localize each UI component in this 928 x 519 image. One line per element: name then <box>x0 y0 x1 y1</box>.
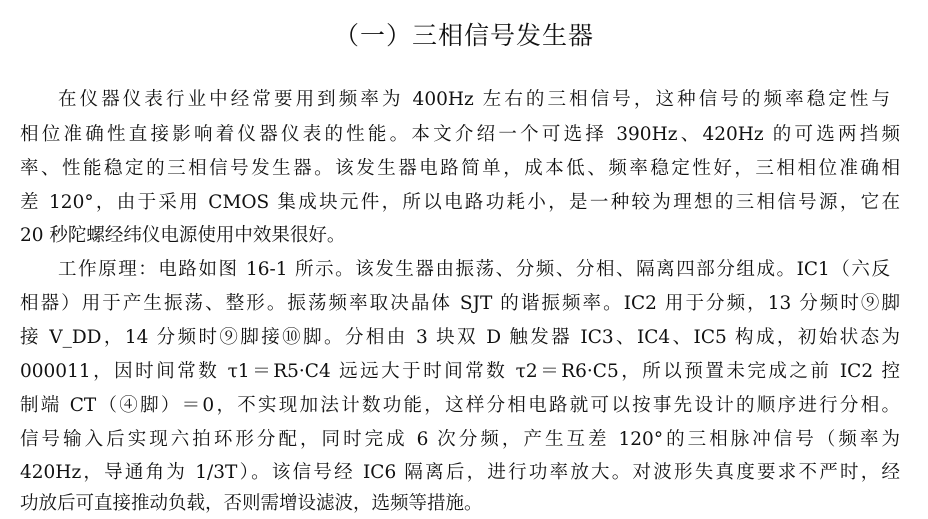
paragraph-line: 相位准确性直接影响着仪器仪表的性能。本文介绍一个可选择 390Hz、420Hz 的可选两挡频 <box>20 124 900 145</box>
document-title: （一）三相信号发生器 <box>333 21 594 50</box>
paragraph-line: 差 120°，由于采用 CMOS 集成块元件，所以电路功耗小，是一种较为理想的三相信号源，它在 <box>20 192 900 213</box>
paragraph-line: 在仪器仪表行业中经常要用到频率为 400Hz 左右的三相信号，这种信号的频率稳定性与 <box>58 89 890 110</box>
paragraph-line: 制端 CT（④脚）＝0，不实现加法计数功能，这样分相电路就可以按事先设计的顺序进行分相。 <box>20 395 900 416</box>
paragraph-line: 率、性能稳定的三相信号发生器。该发生器电路简单，成本低、频率稳定性好，三相相位准确相 <box>20 158 900 179</box>
paragraph-line: 信号输入后实现六拍环形分配，同时完成 6 次分频，产生互差 120°的三相脉冲信号（频率为 <box>20 429 900 450</box>
paragraph-line: 420Hz，导通角为 1/3T）。该信号经 IC6 隔离后，进行功率放大。对波形失真度要求不严时，经 <box>20 462 900 483</box>
paragraph-line: 000011，因时间常数 τ1＝R5·C4 远远大于时间常数 τ2＝R6·C5，所以预置未完成之前 IC2 控 <box>20 361 900 382</box>
paragraph-line: 功放后可直接推动负载，否则需增设滤波，选频等措施。 <box>20 493 483 514</box>
paragraph-line: 相器）用于产生振荡、整形。振荡频率取决晶体 SJT 的谐振频率。IC2 用于分频，13 分频时⑨脚 <box>20 293 900 314</box>
paragraph-line: 接 V_DD，14 分频时⑨脚接⑩脚。分相由 3 块双 D 触发器 IC3、IC4、IC5 构成，初始状态为 <box>20 327 900 348</box>
paragraph-line: 20 秒陀螺经纬仪电源使用中效果很好。 <box>20 225 346 246</box>
paragraph-line: 工作原理：电路如图 16-1 所示。该发生器由振荡、分频、分相、隔离四部分组成。IC1（六反 <box>58 259 890 280</box>
